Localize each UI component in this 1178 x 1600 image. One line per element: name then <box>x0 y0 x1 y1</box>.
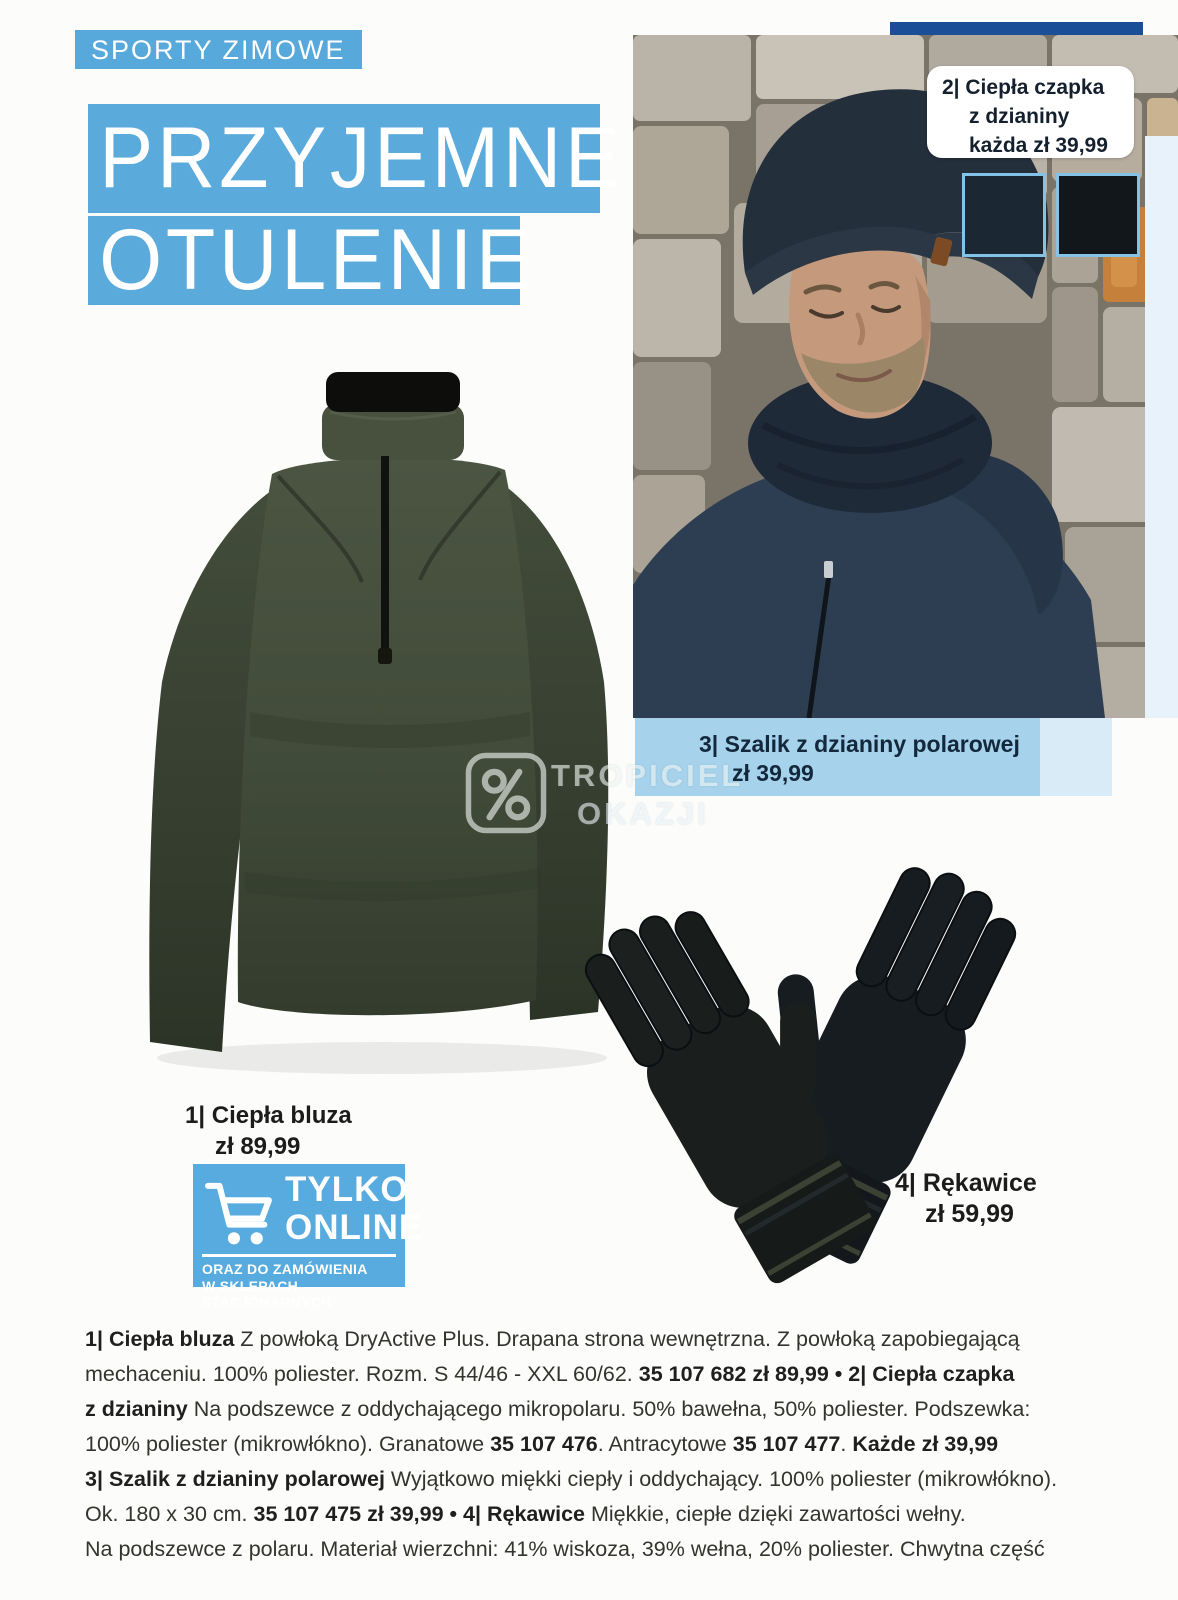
zipper-pull <box>824 561 833 578</box>
badge-word-tylko: TYLKO <box>285 1170 409 1209</box>
description-line: 1| Ciepła bluza Z powłoką DryActive Plus. Drapana strona wewnętrzna. Z powłoką zapobiegającą <box>85 1327 1020 1351</box>
category-label: SPORTY ZIMOWE <box>75 30 362 69</box>
description-text <box>85 1322 1125 1567</box>
badge-word-online: ONLINE <box>285 1208 424 1247</box>
scarf-label-price: zł 39,99 <box>732 760 814 786</box>
description-line: Na podszewce z polaru. Materiał wierzchni: 41% wiskoza, 39% wełna, 20% poliester. Chwytna część <box>85 1537 1045 1561</box>
collar-inner <box>326 372 460 412</box>
badge-subline1: ORAZ DO ZAMÓWIENIA <box>202 1261 368 1277</box>
gloves-label-line1: 4| Rękawice <box>895 1169 1037 1197</box>
hat-label-line2: z dzianiny <box>969 105 1070 128</box>
hat-label-line1: 2| Ciepła czapka <box>942 76 1105 99</box>
gloves-art-svg <box>560 858 1062 1300</box>
badge-separator <box>202 1254 396 1257</box>
page-title-text1: PRZYJEMNE <box>99 110 623 206</box>
online-only-badge <box>193 1164 424 1310</box>
cart-icon <box>201 1176 279 1252</box>
hat-label-price: każda zł 39,99 <box>969 134 1108 157</box>
color-swatch-granatowy <box>962 173 1046 257</box>
zipper-slider <box>378 648 392 664</box>
scarf-label-line1: 3| Szalik z dzianiny polarowej <box>699 731 1020 757</box>
gloves-price-label <box>895 1168 1037 1230</box>
page-title-line1 <box>88 104 623 213</box>
scarf-price-label <box>635 718 1040 796</box>
description-line: 100% poliester (mikrowłókno). Granatowe 35 107 476. Antracytowe 35 107 477. Każde zł 39,99 <box>85 1432 999 1456</box>
color-swatch-antracytowy <box>1056 173 1140 257</box>
badge-subline2: W SKLEPACH STACJONARNYCH <box>202 1278 332 1310</box>
fleece-price-label <box>185 1100 352 1162</box>
description-line: mechaceniu. 100% poliester. Rozm. S 44/46 - XXL 60/62. 35 107 682 zł 89,99 • 2| Ciepła czapka <box>85 1362 1015 1386</box>
page-title-line2 <box>88 212 534 308</box>
gloves-image <box>560 858 1062 1300</box>
watermark-word2: OKAZJI <box>577 796 709 831</box>
zipper <box>381 456 389 652</box>
page-title-text2: OTULENIE <box>99 212 534 308</box>
gloves-label-price: zł 59,99 <box>925 1200 1014 1228</box>
hat-price-label <box>927 66 1134 158</box>
collar <box>322 404 464 460</box>
description-line: z dzianiny Na podszewce z oddychającego mikropolaru. 50% bawełna, 50% poliester. Podszewka: <box>85 1397 1031 1421</box>
photo-edge-strip <box>1145 136 1178 718</box>
fleece-label-line1: 1| Ciepła bluza <box>185 1102 352 1129</box>
description-line: Ok. 180 x 30 cm. 35 107 475 zł 39,99 • 4| Rękawice Miękkie, ciepłe dzięki zawartości wełny. <box>85 1502 966 1526</box>
fleece-label-price: zł 89,99 <box>215 1133 301 1160</box>
watermark-word1: TROPICIEL <box>551 758 744 793</box>
description-line: 3| Szalik z dzianiny polarowej Wyjątkowo miękki ciepły i oddychający. 100% poliester (mikrowłókno). <box>85 1467 1058 1491</box>
scarf-band-extension <box>1040 718 1112 796</box>
